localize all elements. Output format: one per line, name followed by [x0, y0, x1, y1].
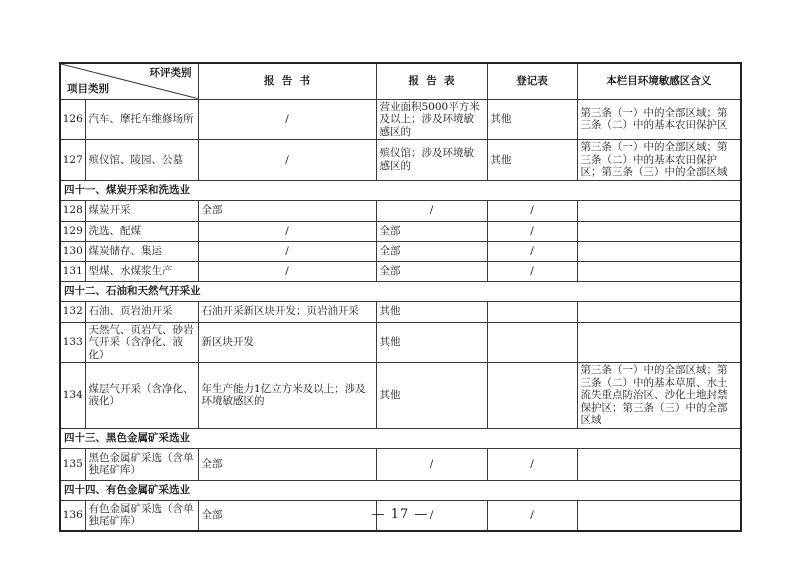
sensitive-area-meaning — [577, 301, 741, 322]
sensitive-area-meaning — [577, 448, 741, 480]
registration-requirement: / — [487, 241, 577, 261]
section-row — [60, 180, 741, 200]
report-book-requirement: 全部 — [198, 500, 376, 531]
eia-classification-table — [59, 62, 742, 532]
project-name: 天然气、页岩气、砂岩气开采（含净化、液化） — [85, 322, 198, 363]
section-row — [60, 480, 741, 500]
row-number: 136 — [60, 500, 85, 531]
report-book-requirement: / — [198, 99, 376, 140]
row-number: 135 — [60, 448, 85, 480]
report-form-requirement: 全部 — [376, 261, 487, 281]
row-number: 133 — [60, 322, 85, 363]
table-row — [60, 221, 741, 241]
env-category-label: 环评类别 — [149, 67, 192, 79]
diagonal-header-cell — [60, 63, 198, 99]
report-form-requirement: 殡仪馆；涉及环境敏感区的 — [376, 140, 487, 181]
section-row — [60, 281, 741, 301]
project-name: 煤层气开采（含净化、液化） — [85, 363, 198, 429]
project-name: 汽车、摩托车维修场所 — [85, 99, 198, 140]
sensitive-area-meaning: 第三条（一）中的全部区域；第三条（二）中的基本农田保护区 — [577, 99, 741, 140]
section-row — [60, 428, 741, 448]
row-number: 134 — [60, 363, 85, 429]
report-form-requirement: 其他 — [376, 301, 487, 322]
registration-requirement: 其他 — [487, 99, 577, 140]
table-row — [60, 301, 741, 322]
report-form-requirement: 营业面积5000平方米及以上；涉及环境敏感区的 — [376, 99, 487, 140]
registration-requirement — [487, 301, 577, 322]
report-book-requirement: / — [198, 261, 376, 281]
report-book-requirement: 新区块开发 — [198, 322, 376, 363]
registration-requirement: / — [487, 200, 577, 221]
section-title: 四十一、煤炭开采和洗选业 — [60, 180, 741, 200]
project-category-label: 项目类别 — [67, 83, 109, 95]
registration-requirement: 其他 — [487, 140, 577, 181]
table-row — [60, 140, 741, 181]
registration-form-header: 登记表 — [487, 63, 577, 99]
report-book-requirement: / — [198, 140, 376, 181]
sensitive-area-meaning — [577, 322, 741, 363]
project-name: 有色金属矿采选（含单独尾矿库） — [85, 500, 198, 531]
sensitive-area-header: 本栏目环境敏感区含义 — [577, 63, 741, 99]
project-name: 洗选、配煤 — [85, 221, 198, 241]
registration-requirement: / — [487, 221, 577, 241]
sensitive-area-meaning: 第三条（一）中的全部区域；第三条（二）中的基本草原、水土流失重点防治区、沙化土地封禁保护区；第三条（三）中的全部区域 — [577, 363, 741, 429]
report-form-header: 报 告 表 — [376, 63, 487, 99]
project-name: 石油、页岩油开采 — [85, 301, 198, 322]
report-form-requirement: 其他 — [376, 363, 487, 429]
registration-requirement: / — [487, 500, 577, 531]
table-row — [60, 448, 741, 480]
section-title: 四十四、有色金属矿采选业 — [60, 480, 741, 500]
report-book-requirement: / — [198, 221, 376, 241]
report-form-requirement: 全部 — [376, 241, 487, 261]
sensitive-area-meaning — [577, 261, 741, 281]
sensitive-area-meaning — [577, 221, 741, 241]
project-name: 殡仪馆、陵园、公墓 — [85, 140, 198, 181]
project-name: 黑色金属矿采选（含单独尾矿库） — [85, 448, 198, 480]
registration-requirement — [487, 363, 577, 429]
row-number: 126 — [60, 99, 85, 140]
table-row — [60, 363, 741, 429]
row-number: 129 — [60, 221, 85, 241]
table-row — [60, 241, 741, 261]
row-number: 128 — [60, 200, 85, 221]
report-form-requirement: / — [376, 448, 487, 480]
row-number: 127 — [60, 140, 85, 181]
table-row — [60, 322, 741, 363]
report-book-requirement: 全部 — [198, 200, 376, 221]
registration-requirement: / — [487, 448, 577, 480]
row-number: 131 — [60, 261, 85, 281]
sensitive-area-meaning — [577, 200, 741, 221]
report-book-requirement: 全部 — [198, 448, 376, 480]
project-name: 型煤、水煤浆生产 — [85, 261, 198, 281]
sensitive-area-meaning — [577, 241, 741, 261]
sensitive-area-meaning: 第三条（一）中的全部区域；第三条（二）中的基本农田保护区；第三条（三）中的全部区域 — [577, 140, 741, 181]
table-row — [60, 99, 741, 140]
report-book-requirement: 石油开采新区块开发；页岩油开采 — [198, 301, 376, 322]
report-form-requirement: 其他 — [376, 322, 487, 363]
table-row — [60, 200, 741, 221]
project-name: 煤炭储存、集运 — [85, 241, 198, 261]
section-title: 四十三、黑色金属矿采选业 — [60, 428, 741, 448]
page-number: — 17 — — [371, 507, 429, 522]
report-form-requirement: / — [376, 200, 487, 221]
report-form-requirement: / — [376, 500, 487, 531]
row-number: 132 — [60, 301, 85, 322]
registration-requirement: / — [487, 261, 577, 281]
report-book-requirement: / — [198, 241, 376, 261]
report-form-requirement: 全部 — [376, 221, 487, 241]
section-title: 四十二、石油和天然气开采业 — [60, 281, 741, 301]
table-row — [60, 261, 741, 281]
header-row — [60, 63, 741, 99]
row-number: 130 — [60, 241, 85, 261]
report-book-requirement: 年生产能力1亿立方米及以上；涉及环境敏感区的 — [198, 363, 376, 429]
report-book-header: 报 告 书 — [198, 63, 376, 99]
registration-requirement — [487, 322, 577, 363]
project-name: 煤炭开采 — [85, 200, 198, 221]
